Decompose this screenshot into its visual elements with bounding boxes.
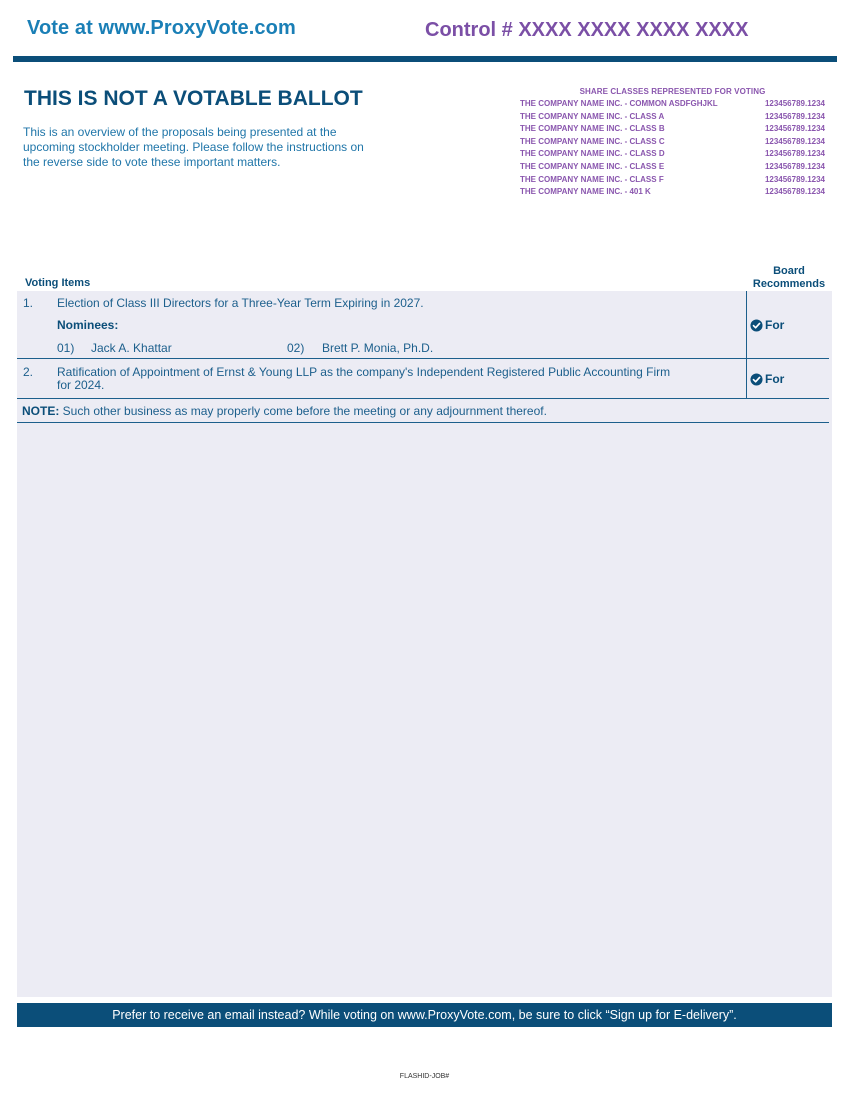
flash-id: FLASHID-JOB# xyxy=(399,1073,450,1080)
share-class-row xyxy=(520,111,825,124)
overview-line: upcoming stockholder meeting. Please follow the instructions on xyxy=(23,140,364,154)
voting-items-panel xyxy=(17,291,832,997)
nominee-number: 02) xyxy=(287,341,305,355)
nominee-name: Jack A. Khattar xyxy=(91,341,172,355)
overview-line: This is an overview of the proposals being presented at the xyxy=(23,125,337,139)
check-circle-icon xyxy=(750,373,763,386)
note-row xyxy=(22,405,547,418)
row-divider xyxy=(17,358,829,359)
share-class-row xyxy=(520,148,825,161)
share-class-row xyxy=(520,174,825,187)
voting-items-header: Voting Items xyxy=(25,277,91,289)
row-divider xyxy=(17,398,829,399)
share-class-name: THE COMPANY NAME INC. - COMMON ASDFGHJKL xyxy=(520,99,718,108)
overview-text xyxy=(23,125,423,170)
share-class-value: 123456789.1234 xyxy=(764,124,825,134)
share-class-row xyxy=(520,98,825,111)
share-class-row xyxy=(520,136,825,149)
recommendation-for xyxy=(750,318,784,332)
nominee-name: Brett P. Monia, Ph.D. xyxy=(322,341,434,355)
header-divider xyxy=(13,56,837,62)
share-class-value: 123456789.1234 xyxy=(764,174,825,184)
control-number: Control # XXXX XXXX XXXX XXXX xyxy=(425,19,749,41)
item-number: 1. xyxy=(23,296,34,310)
page-title: THIS IS NOT A VOTABLE BALLOT xyxy=(24,87,363,110)
share-class-row xyxy=(520,123,825,136)
row-divider xyxy=(17,422,829,423)
check-circle-icon xyxy=(750,319,763,332)
recommend-column-divider xyxy=(746,291,747,398)
share-class-value: 123456789.1234 xyxy=(764,111,825,121)
share-class-value: 123456789.1234 xyxy=(764,149,825,159)
share-class-name: THE COMPANY NAME INC. - CLASS D xyxy=(520,149,665,159)
nominee-number: 01) xyxy=(57,341,75,355)
share-class-name: THE COMPANY NAME INC. - CLASS A xyxy=(520,111,665,121)
vote-url-heading: Vote at www.ProxyVote.com xyxy=(27,17,296,39)
overview-line: the reverse side to vote these important matters. xyxy=(23,155,281,169)
share-class-value: 123456789.1234 xyxy=(764,99,825,108)
share-class-value: 123456789.1234 xyxy=(764,161,825,171)
recommendation-label: For xyxy=(765,318,785,332)
share-class-row xyxy=(520,161,825,174)
item-text: Ratification of Appointment of Ernst & Young LLP as the company's Independent Registered Public Accounting Firm xyxy=(57,365,671,379)
share-class-name: THE COMPANY NAME INC. - CLASS E xyxy=(520,161,665,171)
note-label: NOTE: xyxy=(22,404,60,418)
board-header-line: Board xyxy=(773,265,805,277)
share-class-value: 123456789.1234 xyxy=(764,187,825,197)
item-text-continued: for 2024. xyxy=(57,378,105,392)
share-class-value: 123456789.1234 xyxy=(764,136,825,146)
share-class-name: THE COMPANY NAME INC. - CLASS C xyxy=(520,136,665,146)
share-class-name: THE COMPANY NAME INC. - CLASS F xyxy=(520,174,664,184)
board-recommends-header xyxy=(748,265,830,291)
nominees-label: Nominees: xyxy=(57,318,119,332)
edelivery-banner: Prefer to receive an email instead? While voting on www.ProxyVote.com, be sure to click “Sign up for E-delivery”. xyxy=(17,1003,832,1027)
recommendation-label: For xyxy=(765,372,785,386)
recommendation-for xyxy=(750,372,784,386)
note-text: Such other business as may properly come before the meeting or any adjournment thereof. xyxy=(59,404,547,418)
board-header-line: Recommends xyxy=(752,278,826,290)
share-classes-title: SHARE CLASSES REPRESENTED FOR VOTING xyxy=(579,87,766,96)
share-class-name: THE COMPANY NAME INC. - 401 K xyxy=(520,187,651,197)
share-class-name: THE COMPANY NAME INC. - CLASS B xyxy=(520,124,665,134)
share-classes-box xyxy=(520,87,825,199)
item-number: 2. xyxy=(23,365,34,379)
item-text: Election of Class III Directors for a Three-Year Term Expiring in 2027. xyxy=(57,296,424,310)
share-class-row xyxy=(520,186,825,199)
